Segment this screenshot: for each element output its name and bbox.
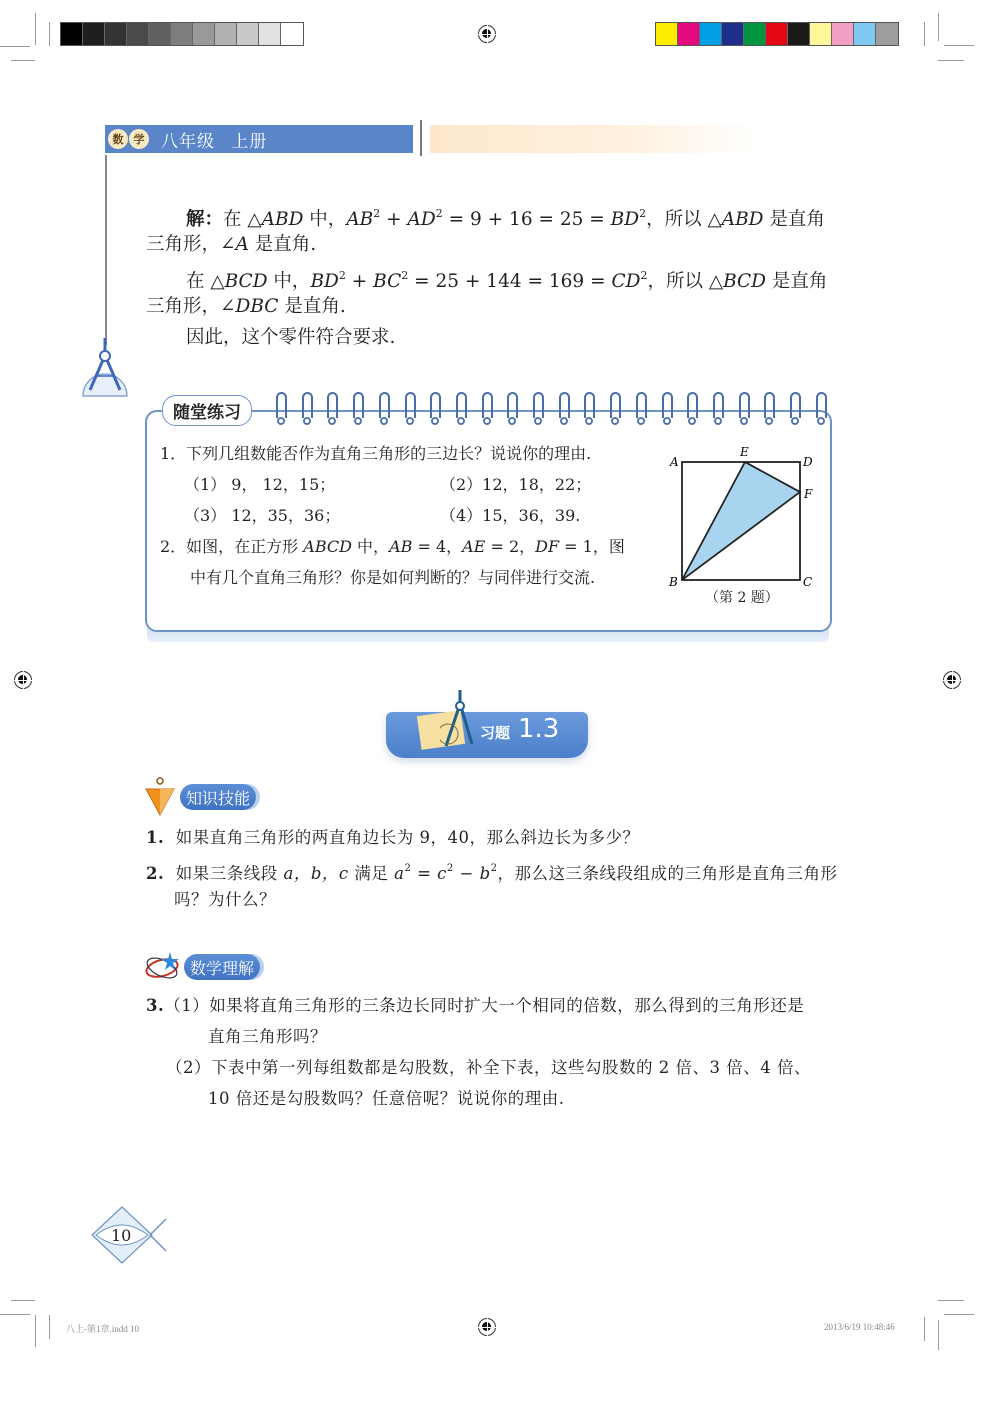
subject-badge: 学 xyxy=(129,129,149,149)
subject-badge: 数 xyxy=(108,129,128,149)
spiral-ring xyxy=(533,392,544,418)
spiral-ring xyxy=(507,392,518,418)
spiral-hole xyxy=(791,417,799,425)
crop-mark xyxy=(944,1314,974,1315)
spiral-hole xyxy=(277,417,285,425)
exercise-1: 1. 如果直角三角形的两直角边长为 9，40，那么斜边长为多少？ xyxy=(146,828,640,847)
crop-mark xyxy=(0,1314,30,1315)
exercise-number: 1.3 xyxy=(518,714,560,744)
spiral-hole xyxy=(817,417,825,425)
fish-page-badge-icon xyxy=(90,1205,170,1265)
gray-swatch xyxy=(259,23,281,45)
compass-protractor-icon xyxy=(80,338,130,400)
color-swatch xyxy=(700,23,722,45)
square-figure xyxy=(665,442,825,592)
crop-mark xyxy=(938,1300,964,1301)
spiral-ring xyxy=(790,392,801,418)
practice-question-2-cont: 中有几个直角三角形？你是如何判断的？与同伴进行交流. xyxy=(190,568,596,587)
gray-swatch xyxy=(127,23,149,45)
svg-text:10: 10 xyxy=(111,1226,132,1245)
registration-mark-icon xyxy=(478,1318,496,1336)
spiral-hole xyxy=(637,417,645,425)
svg-text:B: B xyxy=(669,575,678,589)
book-header xyxy=(105,125,413,153)
color-swatch xyxy=(678,23,700,45)
spiral-ring xyxy=(559,392,570,418)
crop-mark xyxy=(35,1315,36,1347)
spiral-ring xyxy=(713,392,724,418)
spiral-ring xyxy=(636,392,647,418)
crop-mark xyxy=(938,60,964,61)
spiral-hole xyxy=(457,417,465,425)
color-swatch xyxy=(656,23,678,45)
spiral-ring xyxy=(353,392,364,418)
star-orbit-icon xyxy=(144,950,184,982)
gray-swatch xyxy=(171,23,193,45)
exercise-3-part-1: 3.（1）如果将直角三角形的三条边长同时扩大一个相同的倍数，那么得到的三角形还是 xyxy=(146,996,805,1015)
margin-rule xyxy=(105,155,107,345)
registration-mark-icon xyxy=(943,671,961,689)
practice-question-2: 2．如图，在正方形 ABCD 中，AB = 4，AE = 2，DF = 1，图 xyxy=(160,537,625,556)
registration-mark-icon xyxy=(478,25,496,43)
spiral-ring xyxy=(739,392,750,418)
exercise-3-part-2-cont: 10 倍还是勾股数吗？任意倍呢？说说你的理由. xyxy=(208,1089,565,1108)
color-swatch xyxy=(722,23,744,45)
practice-question-1: 1．下列几组数能否作为直角三角形的三边长？说说你的理由. xyxy=(160,444,592,463)
practice-option-4: （4）15，36，39. xyxy=(440,506,581,525)
gray-swatch xyxy=(281,23,303,45)
crop-mark xyxy=(0,46,30,47)
spiral-ring xyxy=(610,392,621,418)
grayscale-bar xyxy=(60,22,304,46)
solution-line-1: 解：在 △ABD 中，$AB^2 + AD^2 = 9 + 16 = 25 = BD^2$，所以 △ABD 是直角 xyxy=(186,207,825,230)
gray-swatch xyxy=(105,23,127,45)
section-tag-understanding: 数学理解 xyxy=(184,954,260,980)
crop-mark xyxy=(924,1317,925,1341)
spiral-hole xyxy=(483,417,491,425)
color-swatch xyxy=(810,23,832,45)
solution-conclusion: 因此，这个零件符合要求. xyxy=(186,327,396,348)
spiral-ring xyxy=(482,392,493,418)
spiral-ring xyxy=(405,392,416,418)
svg-text:A: A xyxy=(670,455,679,469)
gray-swatch xyxy=(215,23,237,45)
solution-line-3: 在 △BCD 中，$BD^2 + BC^2 = 25 + 144 = 169 = CD^2$，所以 △BCD 是直角 xyxy=(186,269,828,292)
spiral-ring xyxy=(764,392,775,418)
color-swatch xyxy=(788,23,810,45)
exercise-3-part-1-cont: 直角三角形吗？ xyxy=(208,1027,327,1046)
spiral-hole xyxy=(560,417,568,425)
crop-mark xyxy=(35,13,36,45)
spiral-hole xyxy=(534,417,542,425)
exercise-2-cont: 吗？为什么？ xyxy=(174,890,276,909)
spiral-ring xyxy=(456,392,467,418)
section-tag-skills: 知识技能 xyxy=(180,784,256,810)
practice-option-1: （1） 9， 12，15； xyxy=(184,475,336,494)
spiral-ring xyxy=(687,392,698,418)
pendulum-icon xyxy=(144,777,176,817)
color-swatch xyxy=(766,23,788,45)
header-decoration xyxy=(430,125,760,153)
crop-mark xyxy=(11,1300,35,1301)
spiral-ring xyxy=(379,392,390,418)
header-divider xyxy=(420,120,422,156)
print-timestamp: 2013/6/19 10:48:46 xyxy=(824,1322,895,1332)
gray-swatch xyxy=(61,23,83,45)
crop-mark xyxy=(938,13,939,41)
gray-swatch xyxy=(193,23,215,45)
solution-line-4: 三角形，∠DBC 是直角. xyxy=(146,296,346,317)
svg-text:F: F xyxy=(804,487,813,501)
spiral-ring xyxy=(302,392,313,418)
compass-icon xyxy=(440,690,476,750)
spiral-ring xyxy=(276,392,287,418)
book-title: 八年级 上册 xyxy=(161,131,268,152)
spiral-ring xyxy=(816,392,827,418)
solution-line-2: 三角形，∠A 是直角. xyxy=(146,234,317,255)
spiral-hole xyxy=(740,417,748,425)
gray-swatch xyxy=(83,23,105,45)
practice-title: 随堂练习 xyxy=(162,395,252,426)
figure-caption: （第 2 题） xyxy=(705,590,779,606)
gray-swatch xyxy=(237,23,259,45)
spiral-hole xyxy=(663,417,671,425)
spiral-ring xyxy=(662,392,673,418)
registration-mark-icon xyxy=(14,671,32,689)
color-swatch xyxy=(744,23,766,45)
spiral-hole xyxy=(380,417,388,425)
svg-text:E: E xyxy=(740,445,749,459)
practice-option-2: （2）12，18，22； xyxy=(440,475,592,494)
exercise-2: 2. 如果三条线段 a，b，c 满足 $a^2 = c^2 - b^2$，那么这三条线段组成的三角形是直角三角形 xyxy=(146,863,838,883)
crop-mark xyxy=(11,60,35,61)
spiral-ring xyxy=(327,392,338,418)
color-swatch xyxy=(854,23,876,45)
practice-option-3: （3） 12，35，36； xyxy=(184,506,341,525)
color-swatch xyxy=(876,23,898,45)
spiral-hole xyxy=(406,417,414,425)
color-swatch xyxy=(832,23,854,45)
color-bar xyxy=(655,22,899,46)
exercise-label: 习题 xyxy=(480,724,511,742)
crop-mark xyxy=(49,1315,50,1339)
crop-mark xyxy=(49,22,50,46)
crop-mark xyxy=(944,45,974,46)
exercise-3-part-2: （2）下表中第一列每组数都是勾股数，补全下表，这些勾股数的 2 倍、3 倍、4 倍、 xyxy=(166,1058,811,1077)
crop-mark xyxy=(938,1320,939,1350)
spiral-hole xyxy=(714,417,722,425)
crop-mark xyxy=(924,22,925,46)
spiral-ring xyxy=(584,392,595,418)
gray-swatch xyxy=(149,23,171,45)
file-name-slug: 八上-第1章.indd 10 xyxy=(66,1324,139,1334)
spiral-hole xyxy=(303,417,311,425)
svg-text:D: D xyxy=(803,455,813,469)
svg-text:C: C xyxy=(803,575,813,589)
spiral-ring xyxy=(430,392,441,418)
